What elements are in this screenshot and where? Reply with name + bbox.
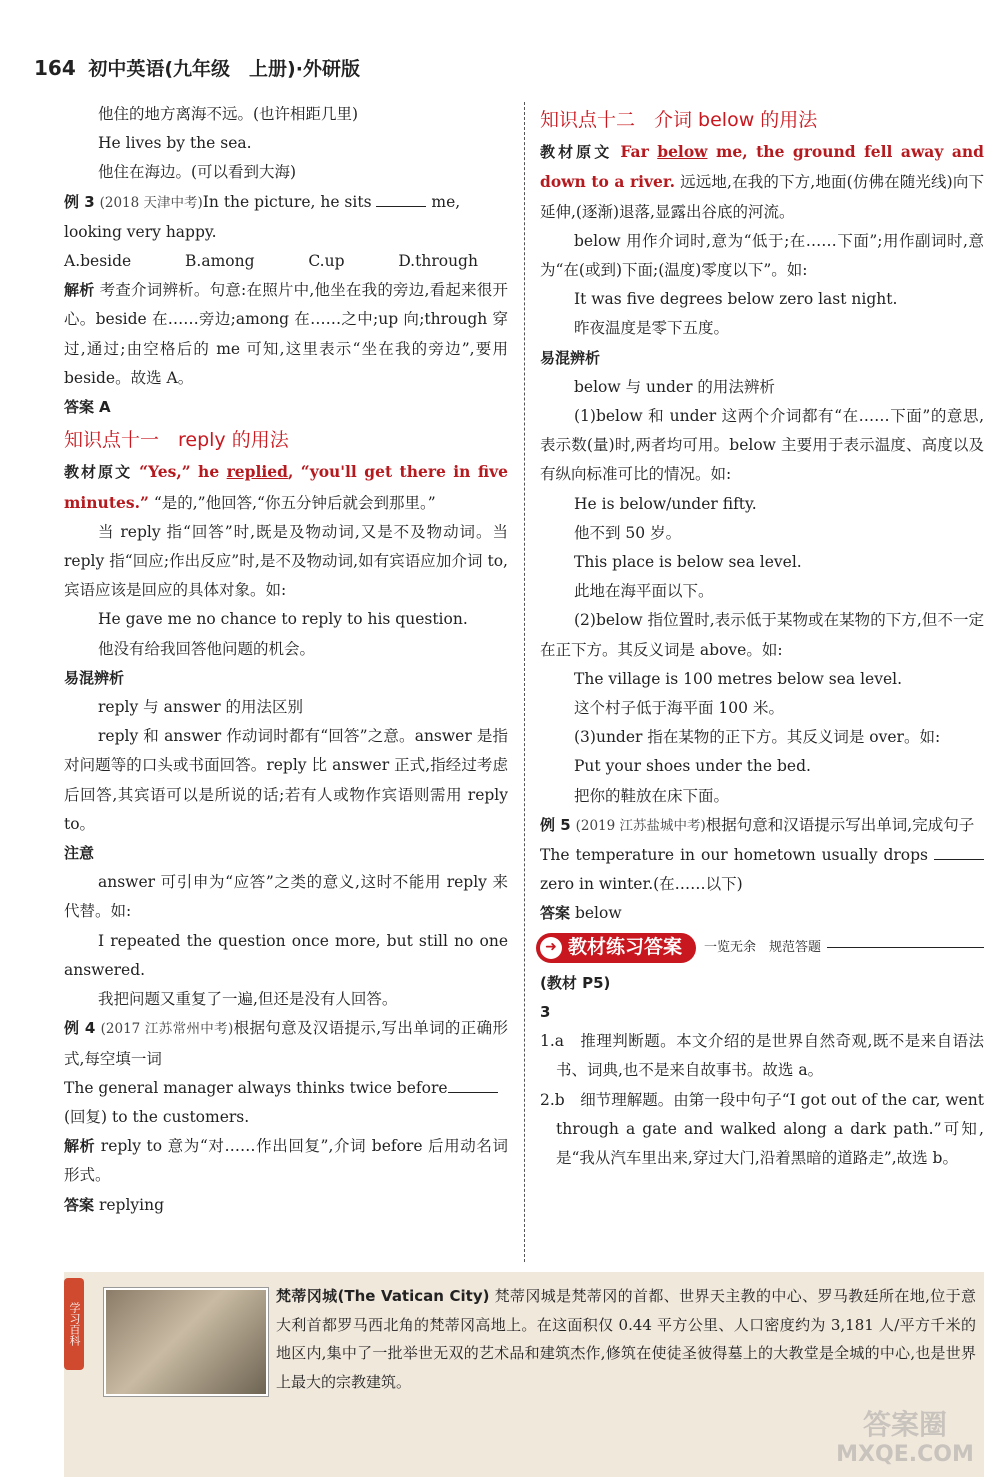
example-en: I repeated the question once more, but still no one answered. (64, 931, 508, 979)
example-source: (2017 江苏常州中考) (100, 1021, 234, 1038)
answer-text: below (574, 904, 622, 923)
example-en: The village is 100 metres below sea level. (574, 669, 903, 688)
paragraph: below 用作介词时,意为“低于;在……下面”;用作副词时,意为“在(或到)下面;(温度)零度以下”。如: (540, 231, 984, 280)
example-source: (2018 天津中考) (99, 194, 203, 211)
example-cn: 昨夜温度是零下五度。 (574, 319, 730, 338)
answer-label: 答案 (540, 904, 571, 923)
answer-blank (934, 845, 984, 860)
page-header (34, 54, 360, 81)
option: B.among (185, 252, 255, 271)
answer (64, 1191, 508, 1220)
quote-text: “Yes,” he (139, 462, 227, 482)
paragraph: reply 和 answer 作动词时都有“回答”之意。answer 是指对问题等的口头或书面回答。reply 比 answer 正式,指经过考虑后回答,其宾语可以是所说的话;若有人或物作宾语则需用 reply to。 (64, 727, 508, 833)
question-text: looking very happy. (64, 222, 217, 241)
paragraph: answer 可引申为“应答”之类的意义,这时不能用 reply 来代替。如: (64, 873, 508, 921)
example-3 (64, 188, 508, 247)
instruction-text: 根据句意及汉语提示,写出单词的正确形式,每空填一词 (64, 1019, 508, 1068)
left-column (64, 100, 508, 1220)
section-heading: 知识点十二 介词 below 的用法 (540, 109, 818, 131)
section-heading: 知识点十一 reply 的用法 (64, 429, 289, 452)
encyclopedia-note (276, 1282, 976, 1396)
practice-badge (536, 933, 696, 963)
source-label: 教材原文 (64, 463, 133, 482)
paragraph: (3)under 指在某物的正下方。其反义词是 over。如: (574, 728, 941, 747)
answer (64, 393, 508, 422)
page-number: 164 (34, 56, 76, 80)
analysis (64, 1132, 508, 1190)
note-title: 梵蒂冈城(The Vatican City) (276, 1287, 490, 1305)
analysis-label: 解析 (64, 281, 95, 300)
example-en: Put your shoes under the bed. (574, 757, 811, 776)
note-text: 梵蒂冈城是梵蒂冈的首都、世界天主教的中心、罗马教廷所在地,位于意大利首都罗马西北角的梵蒂冈高地上。在这面积仅 0.44 平方公里、人口密度约为 3,181 人/平方千米的地区内,集中了一批举世无双的艺术品和建筑杰作,修筑在使徒圣彼得墓上的大教堂是全城的中心,也是世界上最大的宗教建筑。 (276, 1287, 976, 1391)
answer-label: 答案 (64, 398, 95, 417)
confuse-title: below 与 under 的用法辨析 (574, 377, 775, 396)
practice-answer: 1.a 推理判断题。本文介绍的是世界自然奇观,既不是来自语法书、词典,也不是来自故事书。故选 a。 (540, 1032, 984, 1080)
source-quote (540, 137, 984, 227)
quote-translation: “是的,”他回答,“你五分钟后就会到那里。” (153, 493, 436, 512)
analysis-text: reply to 意为“对……作出回复”,介词 before 后用动名词形式。 (64, 1137, 508, 1185)
column-divider (524, 102, 525, 1262)
practice-section: (教材 P5) (540, 973, 611, 992)
question-text: The temperature in our hometown usually drops (540, 846, 929, 865)
example-4 (64, 1014, 508, 1073)
quote-text: me, the ground fell away and down to a river. (540, 142, 984, 192)
example-cn: 他没有给我回答他问题的机会。 (98, 639, 316, 658)
instruction-text: 根据句意和汉语提示写出单词,完成句子 (705, 815, 975, 834)
text-line: He lives by the sea. (98, 134, 252, 153)
answer (540, 899, 984, 928)
vatican-photo (104, 1288, 268, 1396)
question-text: (回复) to the customers. (64, 1107, 250, 1126)
example-en: This place is below sea level. (574, 553, 802, 572)
question-text: In the picture, he sits (202, 192, 372, 211)
encyclopedia-tag: 学习百科 (64, 1278, 84, 1370)
arrow-icon: ➜ (540, 937, 562, 959)
answer-text: A (98, 398, 111, 417)
example-cn: 这个村子低于海平面 100 米。 (574, 699, 784, 718)
badge-label: 教材练习答案 (568, 936, 683, 959)
example-cn: 他不到 50 岁。 (574, 523, 682, 542)
quote-keyword: replied (226, 462, 288, 482)
analysis-text: 考查介词辨析。句意:在照片中,他坐在我的旁边,看起来很开心。beside 在……旁边;among 在……之中;up 向;through 穿过,通过;由空格后的 me 可知,这里表示“坐在我的旁边”,要用 beside。故选 A。 (64, 281, 508, 387)
option: D.through (398, 252, 478, 271)
book-title: 初中英语(九年级 上册)·外研版 (88, 58, 360, 80)
example-en: He is below/under fifty. (574, 494, 757, 513)
question-text: zero in winter.(在……以下) (540, 875, 743, 894)
example-cn: 我把问题又重复了一遍,但还是没有人回答。 (98, 990, 398, 1009)
analysis (64, 276, 508, 393)
paragraph: (2)below 指位置时,表示低于某物或在某物的下方,但不一定在正下方。其反义词是 above。如: (540, 611, 984, 659)
quote-keyword: below (657, 142, 708, 162)
option: A.beside (64, 252, 132, 271)
question-text: The general manager always thinks twice before (64, 1078, 448, 1097)
answer-label: 答案 (64, 1195, 95, 1214)
quote-text: , “you'll get there in five minutes.” (64, 462, 508, 512)
example-label: 例 5 (540, 815, 571, 834)
watermark (820, 1410, 990, 1470)
practice-answer: 2.b 细节理解题。由第一段中句子“I got out of the car, went through a gate and walked along a dark path.”可知,是“我从汽车里出来,穿过大门,沿着黑暗的道路走”,故选 b。 (540, 1090, 985, 1167)
example-label: 例 3 (64, 192, 95, 211)
answer-text: replying (98, 1195, 165, 1214)
right-column (540, 100, 984, 1173)
source-quote (64, 457, 508, 517)
paragraph: (1)below 和 under 这两个介词都有“在……下面”的意思,表示数(量)时,两者均可用。below 主要用于表示温度、高度以及有纵向标准可比的情况。如: (540, 407, 984, 484)
option: C.up (308, 252, 345, 271)
example-cn: 把你的鞋放在床下面。 (574, 786, 730, 805)
example-en: It was five degrees below zero last night. (574, 290, 898, 309)
badge-subtitle: 一览无余 规范答题 (704, 940, 822, 956)
practice-answers-banner (536, 933, 984, 963)
banner-rule (827, 947, 984, 948)
watermark-url: MXQE.COM (836, 1442, 974, 1467)
question (64, 1074, 508, 1132)
confuse-label: 易混辨析 (64, 668, 125, 687)
answer-blank (448, 1078, 498, 1093)
note-label: 注意 (64, 844, 95, 863)
answer-blank (376, 192, 426, 207)
confuse-title: reply 与 answer 的用法区别 (98, 698, 304, 717)
watermark-text: 答案圈 (862, 1408, 947, 1441)
analysis-label: 解析 (64, 1137, 96, 1156)
question-text: me, (431, 192, 461, 211)
text-line: 他住在海边。(可以看到大海) (98, 163, 297, 182)
options-row (64, 247, 508, 276)
source-label: 教材原文 (540, 143, 613, 162)
quote-text: Far (620, 142, 658, 162)
quote-translation: 远远地,在我的下方,地面(仿佛在随光线)向下延伸,(逐渐)退落,显露出谷底的河流。 (540, 173, 984, 221)
question (540, 841, 984, 899)
example-5 (540, 811, 984, 841)
paragraph: 当 reply 指“回答”时,既是及物动词,又是不及物动词。当 reply 指“回应;作出反应”时,是不及物动词,如有宾语应加介词 to,宾语应该是回应的具体对象。如: (64, 522, 508, 600)
example-en: He gave me no chance to reply to his question. (98, 610, 468, 629)
example-source: (2019 江苏盐城中考) (575, 817, 706, 834)
confuse-label: 易混辨析 (540, 348, 601, 367)
example-cn: 此地在海平面以下。 (574, 582, 714, 601)
text-line: 他住的地方离海不远。(也许相距几里) (98, 105, 359, 123)
example-label: 例 4 (64, 1019, 96, 1038)
practice-number: 3 (540, 1002, 551, 1021)
